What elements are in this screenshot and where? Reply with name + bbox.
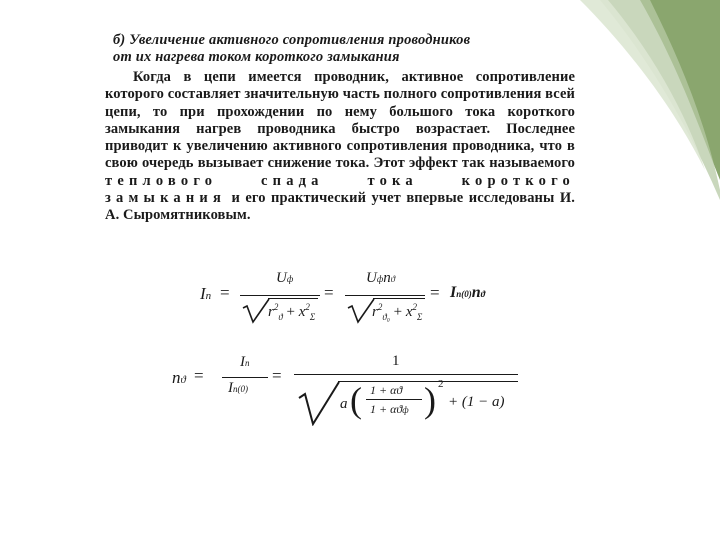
paragraph-text-2: и его практический учет впервые исследованы И. А. Сыромятниковым.	[105, 190, 575, 224]
f2-inner-frac-line	[366, 399, 422, 400]
paragraph-text-1: Когда в цепи имеется проводник, активное сопротивление которого составляет значительную часть полного сопротивления всей цепи, то при прохождении по нему большого тока короткого замыкания нагрев проводника быстро возрастает. Последнее приводит к увеличению активного сопротивления проводника, что в свою очередь вызывает снижение тока. Этот эффект так называемого	[105, 69, 575, 172]
f2-lhs: nϑ	[172, 368, 186, 387]
f1-sqrt-1-icon	[242, 298, 270, 324]
f2-square: 2	[438, 378, 444, 390]
f2-frac1-line	[222, 377, 268, 378]
f1-rhs: Iп(0)nϑ	[450, 284, 486, 301]
f1-frac2-line	[345, 295, 425, 296]
f2-eq-1: =	[194, 366, 204, 385]
f1-sqrt-2-icon	[347, 298, 375, 324]
section-heading	[113, 32, 575, 66]
corner-leaf-decoration	[580, 0, 720, 200]
body-paragraph	[105, 69, 575, 225]
f2-tail: + (1 − a)	[448, 394, 505, 410]
f2-inner-denominator: 1 + αϑф	[370, 402, 409, 416]
f2-paren-close-icon: )	[424, 380, 436, 420]
f2-frac1-denominator: Iп(0)	[228, 380, 248, 396]
f1-eq-2: =	[324, 283, 334, 302]
f2-eq-2: =	[272, 366, 282, 385]
f2-sqrt-icon	[298, 380, 340, 426]
f1-sqrt-2-bar	[373, 298, 425, 299]
f1-lhs: Iп	[200, 284, 212, 303]
heading-line-1: б) Увеличение активного сопротивления проводников	[113, 32, 471, 48]
f1-eq-1: =	[220, 283, 230, 302]
f1-eq-3: =	[430, 283, 440, 302]
f1-frac2-numerator: Uфnϑ	[366, 270, 396, 286]
f1-root2: $r^2_{ϑ_0} + x^2_\Sigma$	[372, 302, 423, 322]
f2-paren-open-icon: (	[350, 380, 362, 420]
f1-root1: $r^2_ϑ + x^2_\Sigma$	[268, 302, 316, 322]
f2-frac1-numerator: Iп	[240, 354, 250, 370]
f1-frac1-line	[240, 295, 320, 296]
f2-inner-numerator: 1 + αϑ	[370, 383, 403, 397]
f1-sqrt-1-bar	[268, 298, 318, 299]
scanned-page	[105, 32, 575, 225]
heading-line-2: от их нагрева током короткого замыкания	[113, 49, 400, 65]
f1-frac1-numerator: Uф	[276, 270, 294, 286]
f2-one: 1	[392, 353, 400, 369]
paragraph-spaced-term: теплового спада тока короткого замыкания	[105, 172, 575, 207]
f2-frac2-line	[294, 374, 518, 375]
f2-a: a	[340, 396, 348, 412]
